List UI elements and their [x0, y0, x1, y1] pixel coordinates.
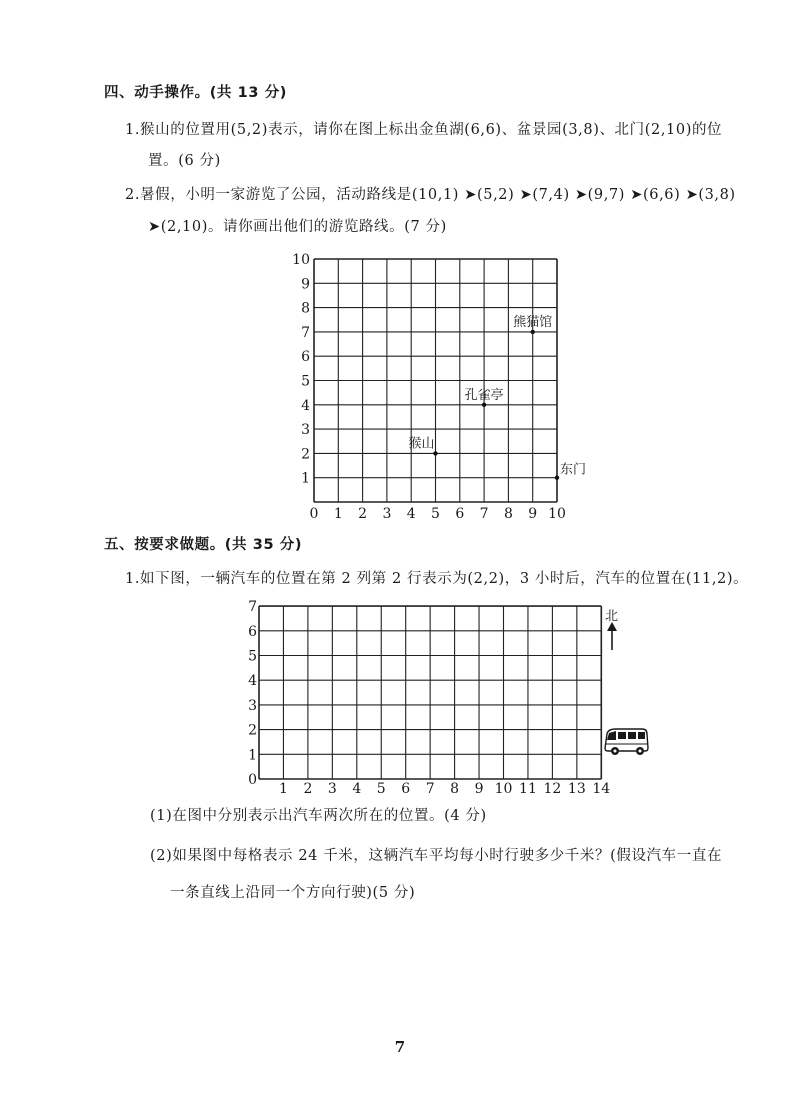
point-label: 熊猫馆 [513, 314, 553, 330]
y-tick-label: 6 [301, 349, 310, 366]
y-tick-label: 4 [248, 673, 257, 690]
y-tick-label: 1 [301, 470, 310, 487]
point-label: 孔雀亭 [464, 387, 504, 403]
north-arrow-icon [607, 622, 617, 650]
y-tick-label: 8 [301, 300, 310, 317]
page-number: 7 [394, 1038, 406, 1056]
y-tick-label: 10 [292, 252, 310, 268]
y-tick-label: 2 [301, 446, 310, 463]
x-tick-label: 2 [303, 781, 313, 797]
section4-q1-line1: 1.猴山的位置用(5,2)表示，请你在图上标出金鱼湖(6,6)、盆景园(3,8)、北门(2,10)的位 [125, 122, 723, 138]
x-tick-label: 10 [548, 506, 566, 522]
x-tick-label: 4 [352, 781, 362, 797]
y-tick-label: 3 [248, 697, 257, 714]
section5-q1: 1.如下图，一辆汽车的位置在第 2 列第 2 行表示为(2,2)，3 小时后，汽车的位置在(11,2)。 [125, 571, 749, 587]
x-tick-label: 1 [278, 781, 288, 797]
y-tick-label: 1 [248, 747, 257, 764]
y-tick-label: 9 [301, 276, 310, 293]
car-grid-x-ticks [279, 781, 610, 797]
x-tick-label: 10 [494, 781, 513, 797]
point-label: 东门 [560, 462, 587, 478]
section5-sub1: (1)在图中分别表示出汽车两次所在的位置。(4 分) [150, 808, 487, 824]
y-tick-label: 6 [248, 623, 257, 640]
x-tick-label: 4 [406, 506, 416, 522]
x-tick-label: 8 [503, 506, 513, 522]
y-tick-label: 2 [248, 722, 257, 739]
x-tick-label: 7 [479, 506, 489, 522]
x-tick-label: 2 [358, 506, 368, 522]
x-tick-label: 6 [401, 781, 411, 797]
y-tick-label: 3 [301, 422, 310, 439]
x-tick-label: 6 [455, 506, 465, 522]
section4-q1-line2: 置。(6 分) [148, 153, 221, 169]
section4-q2-line1: 2.暑假，小明一家游览了公园，活动路线是(10,1) ➤(5,2) ➤(7,4) ➤(9,7) ➤(6,6) ➤(3,8) [125, 187, 736, 203]
y-tick-label: 7 [301, 324, 310, 341]
north-label: 北 [605, 609, 619, 624]
x-tick-label: 13 [567, 781, 586, 797]
section4-heading: 四、动手操作。(共 13 分) [104, 85, 288, 101]
van-icon [605, 729, 648, 755]
x-tick-label: 12 [543, 781, 562, 797]
x-tick-label: 1 [333, 506, 343, 522]
x-tick-label: 5 [376, 781, 386, 797]
x-tick-label: 8 [450, 781, 460, 797]
x-tick-label: 0 [309, 506, 319, 522]
car-grid-y-ticks [248, 599, 257, 788]
x-tick-label: 5 [431, 506, 440, 522]
y-tick-label: 4 [301, 397, 310, 414]
y-tick-label: 5 [248, 648, 257, 665]
x-tick-label: 14 [592, 781, 611, 797]
section5-heading: 五、按要求做题。(共 35 分) [104, 537, 303, 553]
y-tick-label: 5 [301, 373, 310, 390]
x-tick-label: 9 [474, 781, 484, 797]
y-tick-label: 7 [248, 599, 257, 616]
x-tick-label: 3 [327, 781, 337, 797]
car-grid-lines [259, 606, 601, 779]
section4-q2-line2: ➤(2,10)。请你画出他们的游览路线。(7 分) [148, 219, 447, 235]
y-tick-label: 0 [248, 772, 257, 788]
section5-sub2-line1: (2)如果图中每格表示 24 千米，这辆汽车平均每小时行驶多少千米？(假设汽车一直在 [150, 848, 723, 864]
section5-sub2-line2: 一条直线上沿同一个方向行驶)(5 分) [170, 885, 416, 901]
x-tick-label: 3 [382, 506, 392, 522]
x-tick-label: 7 [425, 781, 435, 797]
x-tick-label: 11 [519, 781, 537, 797]
x-tick-label: 9 [528, 506, 538, 522]
point-label: 猴山 [408, 436, 435, 452]
